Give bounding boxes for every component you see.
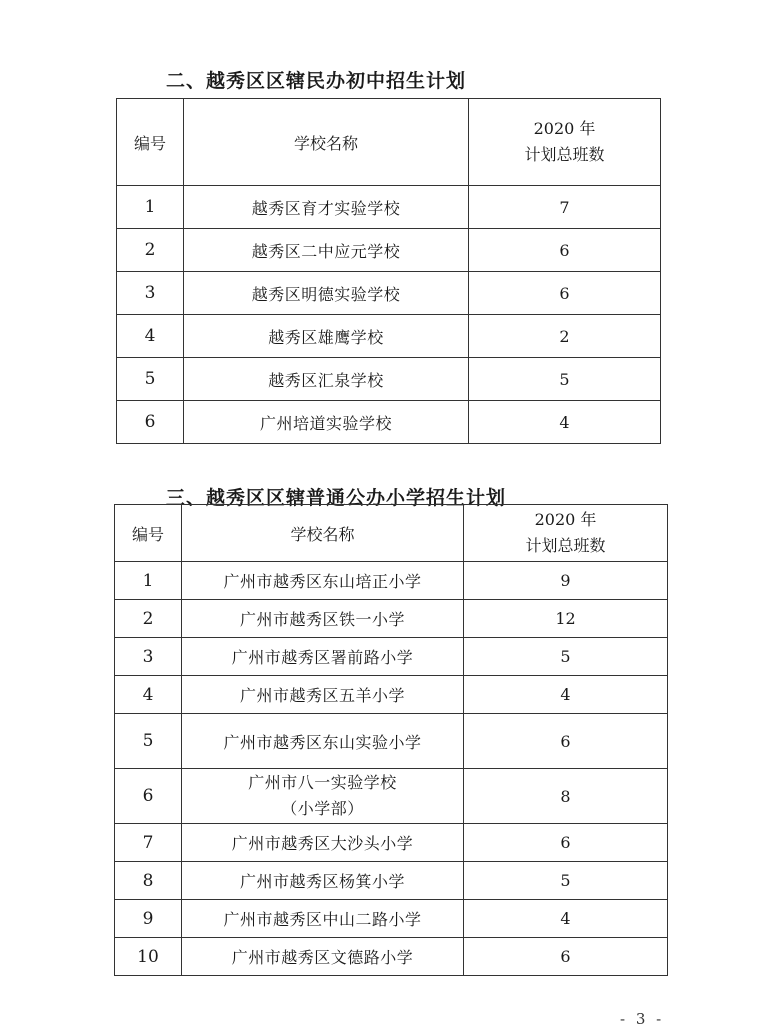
row-number: 5 xyxy=(115,714,182,769)
private-middle-school-plan-table xyxy=(116,98,661,444)
header-class-count xyxy=(469,99,661,186)
row-number: 2 xyxy=(115,600,182,638)
class-count: 4 xyxy=(464,676,668,714)
school-name: 广州市越秀区东山培正小学 xyxy=(182,562,464,600)
school-name: 越秀区雄鹰学校 xyxy=(184,315,469,358)
section-title-private-middle-schools: 二、越秀区区辖民办初中招生计划 xyxy=(166,70,467,92)
row-number: 10 xyxy=(115,938,182,976)
school-name: 广州市越秀区五羊小学 xyxy=(182,676,464,714)
table-row xyxy=(117,401,661,444)
school-name: 广州市越秀区铁一小学 xyxy=(182,600,464,638)
row-number: 8 xyxy=(115,862,182,900)
table-row xyxy=(115,676,668,714)
header-school-name: 学校名称 xyxy=(184,99,469,186)
school-name: 越秀区汇泉学校 xyxy=(184,358,469,401)
table-row xyxy=(117,229,661,272)
header-school-name: 学校名称 xyxy=(182,505,464,562)
row-number: 1 xyxy=(115,562,182,600)
row-number: 9 xyxy=(115,900,182,938)
row-number: 4 xyxy=(117,315,184,358)
table-header-row xyxy=(115,505,668,562)
row-number: 3 xyxy=(117,272,184,315)
table-row xyxy=(117,186,661,229)
class-count: 5 xyxy=(464,862,668,900)
public-primary-school-plan-table xyxy=(114,504,668,976)
school-name: 广州市越秀区文德路小学 xyxy=(182,938,464,976)
row-number: 3 xyxy=(115,638,182,676)
header-number: 编号 xyxy=(115,505,182,562)
header-total-classes: 计划总班数 xyxy=(525,536,606,555)
row-number: 1 xyxy=(117,186,184,229)
school-name: 越秀区明德实验学校 xyxy=(184,272,469,315)
header-year: 2020 年 xyxy=(534,510,597,529)
table-row xyxy=(115,562,668,600)
row-number: 6 xyxy=(115,769,182,824)
class-count: 2 xyxy=(469,315,661,358)
table-row xyxy=(117,272,661,315)
school-name: 广州市越秀区大沙头小学 xyxy=(182,824,464,862)
class-count: 5 xyxy=(464,638,668,676)
class-count: 6 xyxy=(464,824,668,862)
class-count: 7 xyxy=(469,186,661,229)
table-row xyxy=(117,358,661,401)
table-row xyxy=(115,862,668,900)
table-row xyxy=(115,600,668,638)
row-number: 2 xyxy=(117,229,184,272)
school-name: 广州市越秀区署前路小学 xyxy=(182,638,464,676)
table-row xyxy=(115,900,668,938)
school-name-line-2: （小学部） xyxy=(281,799,364,818)
school-name xyxy=(182,769,464,824)
table-row xyxy=(115,638,668,676)
school-name: 越秀区育才实验学校 xyxy=(184,186,469,229)
header-total-classes: 计划总班数 xyxy=(524,145,605,164)
school-name: 广州市越秀区杨箕小学 xyxy=(182,862,464,900)
class-count: 6 xyxy=(464,714,668,769)
header-year: 2020 年 xyxy=(533,119,596,138)
school-name: 广州培道实验学校 xyxy=(184,401,469,444)
class-count: 12 xyxy=(464,600,668,638)
row-number: 5 xyxy=(117,358,184,401)
row-number: 4 xyxy=(115,676,182,714)
class-count: 6 xyxy=(464,938,668,976)
row-number: 7 xyxy=(115,824,182,862)
class-count: 4 xyxy=(469,401,661,444)
table-row xyxy=(115,769,668,824)
school-name: 越秀区二中应元学校 xyxy=(184,229,469,272)
page-number: - 3 - xyxy=(620,1010,665,1028)
class-count: 8 xyxy=(464,769,668,824)
school-name: 广州市越秀区东山实验小学 xyxy=(182,714,464,769)
row-number: 6 xyxy=(117,401,184,444)
table-row xyxy=(115,714,668,769)
table-row xyxy=(115,938,668,976)
class-count: 4 xyxy=(464,900,668,938)
class-count: 6 xyxy=(469,229,661,272)
school-name: 广州市越秀区中山二路小学 xyxy=(182,900,464,938)
table-row xyxy=(117,315,661,358)
school-name-line-1: 广州市八一实验学校 xyxy=(248,773,397,792)
header-class-count xyxy=(464,505,668,562)
class-count: 5 xyxy=(469,358,661,401)
class-count: 9 xyxy=(464,562,668,600)
table-row xyxy=(115,824,668,862)
section-title-public-primary-schools: 三、越秀区区辖普通公办小学招生计划 xyxy=(166,487,507,509)
header-number: 编号 xyxy=(117,99,184,186)
class-count: 6 xyxy=(469,272,661,315)
table-header-row xyxy=(117,99,661,186)
